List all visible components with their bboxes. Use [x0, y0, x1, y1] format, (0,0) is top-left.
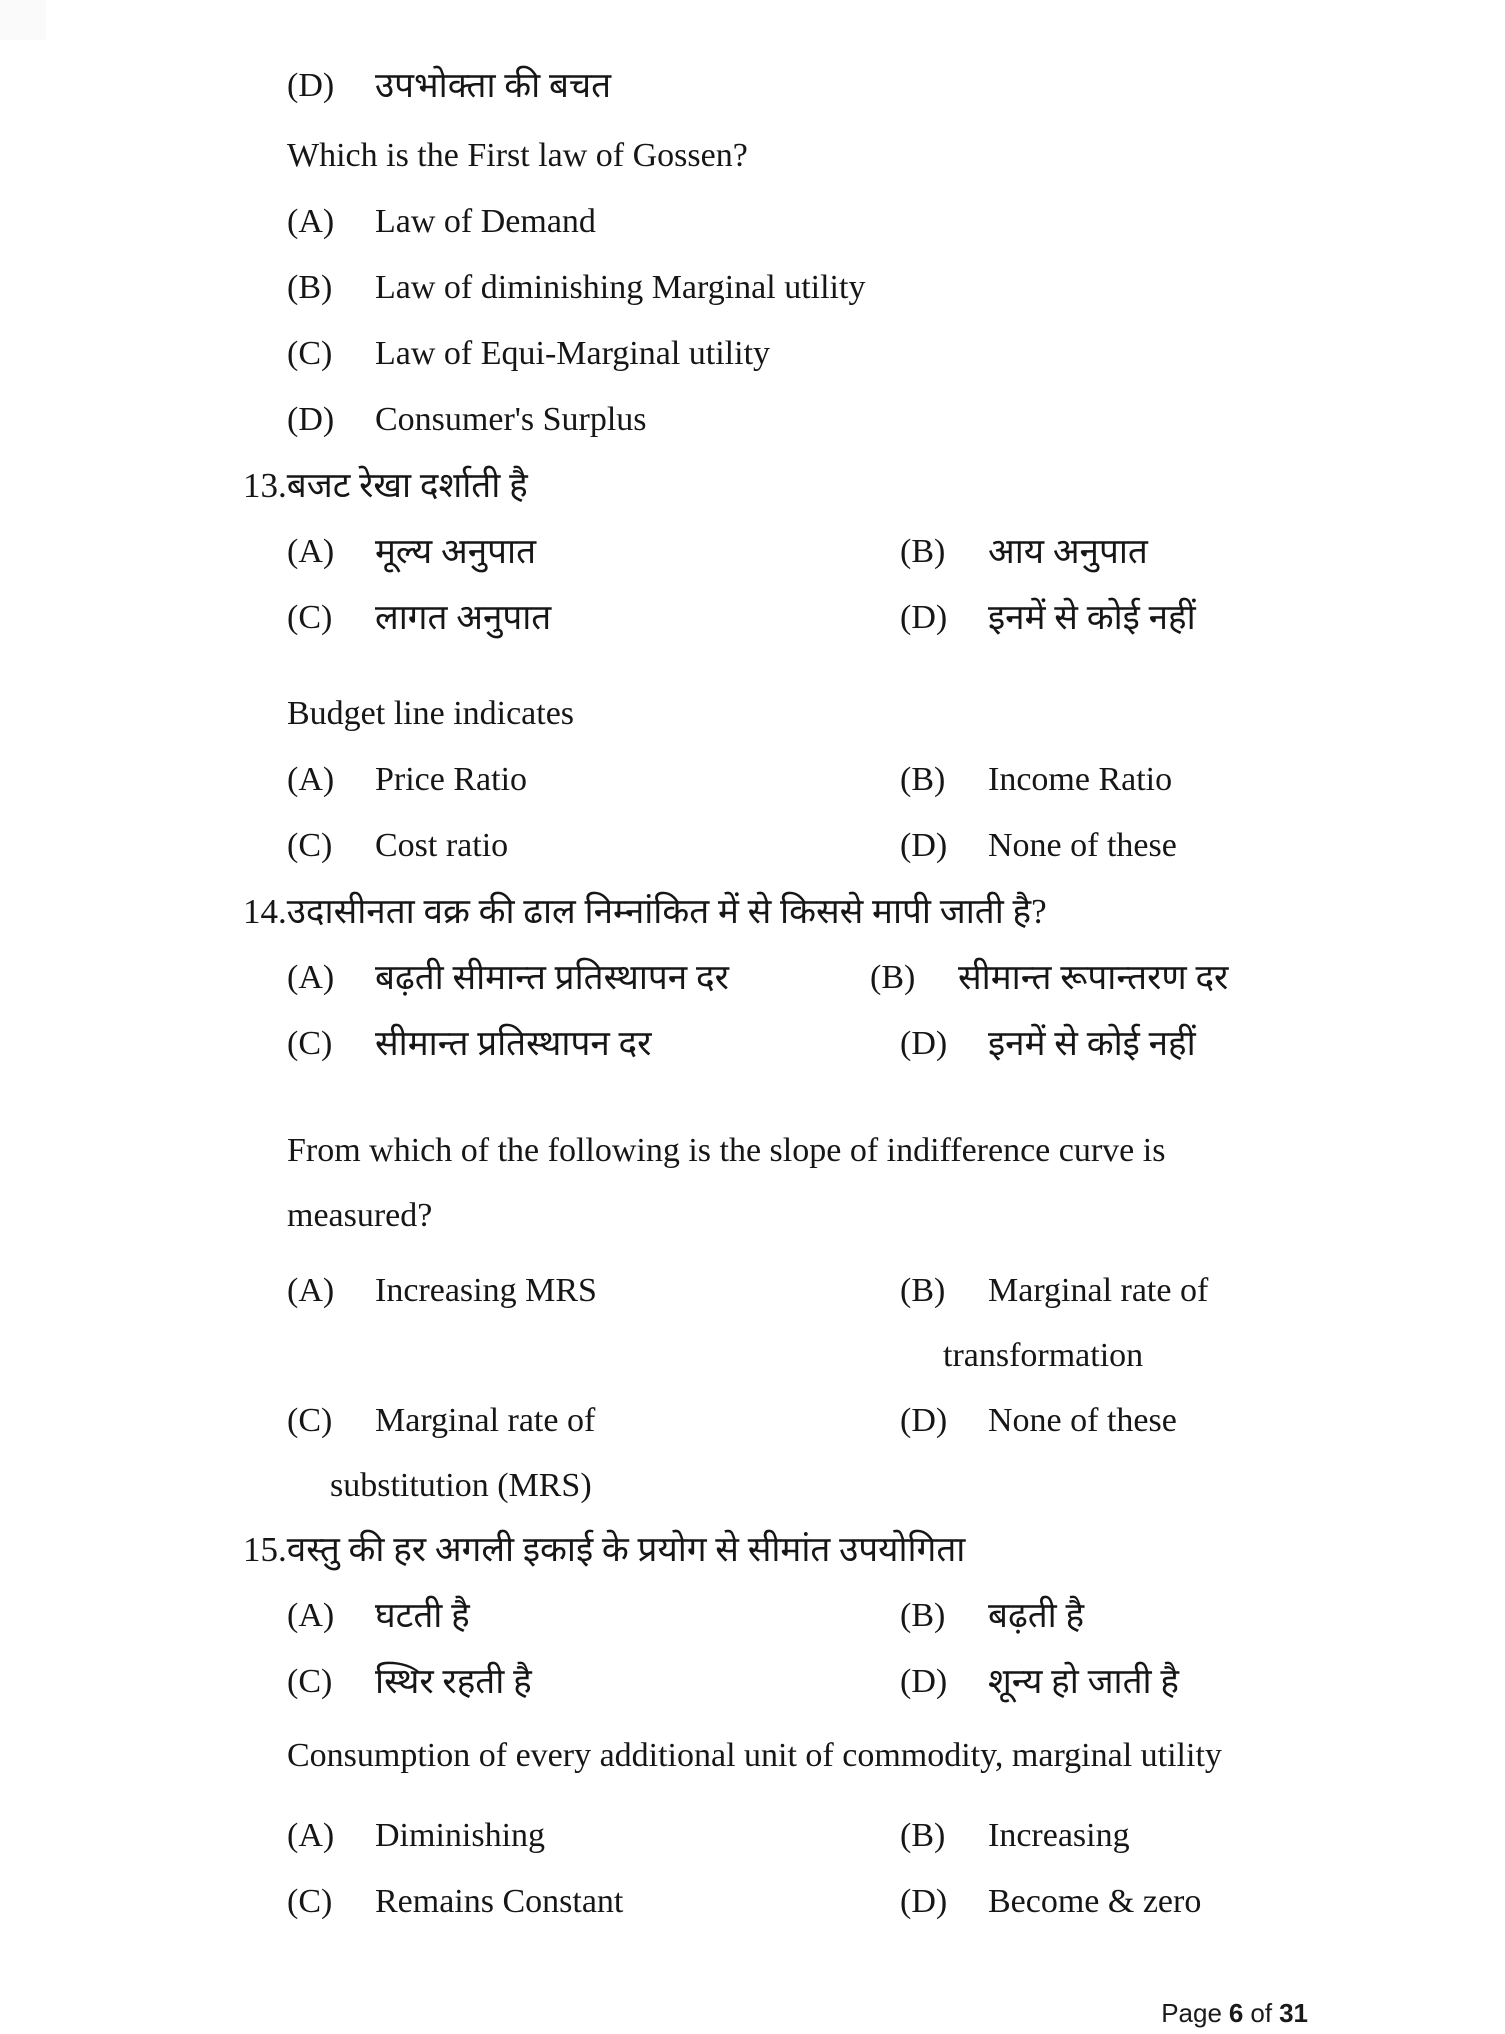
q13-english-question: Budget line indicates [287, 695, 575, 732]
q13-english-option-a [287, 758, 900, 802]
q13-english-options-row-2 [287, 824, 1385, 868]
option-text: स्थिर रहती है [375, 1662, 532, 1701]
option-text: सीमान्त रूपान्तरण दर [958, 958, 1229, 997]
q15-english-option-d [900, 1880, 1385, 1924]
q15-english-options-row-1 [287, 1814, 1385, 1858]
option-text: बढ़ती है [988, 1596, 1085, 1635]
option-label: (A) [287, 1817, 335, 1854]
q15-hindi-options-row-2 [287, 1660, 1385, 1704]
of-label: of [1250, 1998, 1273, 2028]
question-text: उदासीनता वक्र की ढाल निम्नांकित में से किससे मापी जाती है? [286, 892, 1047, 931]
q15-english-option-c [287, 1880, 900, 1924]
q14-hindi-option-c [287, 1022, 900, 1066]
option-label: (D) [900, 1025, 948, 1062]
option-label: (D) [287, 401, 335, 438]
q14-english-option-c [287, 1388, 900, 1518]
option-text: लागत अनुपात [375, 598, 552, 637]
option-text-line2: transformation [943, 1337, 1144, 1374]
option-text: Law of Equi-Marginal utility [375, 335, 771, 372]
option-label: (B) [900, 1597, 946, 1634]
q15-hindi-question [243, 1528, 1385, 1572]
option-text: Consumer's Surplus [375, 401, 647, 438]
option-text: सीमान्त प्रतिस्थापन दर [375, 1024, 652, 1063]
q15-hindi-option-c [287, 1660, 900, 1704]
q15-hindi-options-row-1 [287, 1594, 1385, 1638]
option-label: (B) [870, 959, 916, 996]
page-number: 6 [1228, 1998, 1244, 2028]
q15-english-question: Consumption of every additional unit of commodity, marginal utility [287, 1737, 1222, 1774]
option-text: घटती है [375, 1596, 470, 1635]
q14-hindi-options-row-1 [287, 956, 1385, 1000]
option-label: (C) [287, 827, 333, 864]
option-text: Cost ratio [375, 827, 509, 864]
question-text-line2: measured? [287, 1197, 433, 1234]
option-text-line2: substitution (MRS) [330, 1467, 592, 1504]
option-label: (D) [900, 827, 948, 864]
option-label: (D) [900, 599, 948, 636]
option-label: (B) [900, 1817, 946, 1854]
q12-english-question: Which is the First law of Gossen? [287, 137, 748, 174]
q13-hindi-option-d [900, 596, 1385, 640]
q13-hindi-option-c [287, 596, 900, 640]
option-text-line1: Marginal rate of [375, 1402, 596, 1439]
q15-english-options-row-2 [287, 1880, 1385, 1924]
q13-english-option-d [900, 824, 1385, 868]
q13-english-option-b [900, 758, 1385, 802]
option-label: (A) [287, 203, 335, 240]
q13-english-options-row-1 [287, 758, 1385, 802]
option-label: (B) [287, 269, 333, 306]
option-label: (B) [900, 533, 946, 570]
option-text: उपभोक्ता की बचत [375, 66, 612, 105]
option-text: मूल्य अनुपात [375, 532, 537, 571]
option-label: (D) [900, 1402, 948, 1439]
option-label: (C) [287, 599, 333, 636]
question-text-line1: From which of the following is the slope of indifference curve is [287, 1132, 1166, 1169]
q14-english-question [287, 1118, 1385, 1248]
option-text: बढ़ती सीमान्त प्रतिस्थापन दर [375, 958, 729, 997]
option-label: (D) [287, 67, 335, 104]
option-text [943, 1258, 1208, 1388]
option-text: इनमें से कोई नहीं [988, 1024, 1196, 1063]
q14-english-options-row-2 [287, 1388, 1385, 1518]
q15-hindi-option-d [900, 1660, 1385, 1704]
option-label: (C) [287, 335, 333, 372]
q14-hindi-question [243, 890, 1385, 934]
option-label: (C) [287, 1883, 333, 1920]
option-text: Diminishing [375, 1817, 546, 1854]
option-text: आय अनुपात [988, 532, 1148, 571]
option-label: (B) [900, 761, 946, 798]
option-text: शून्य हो जाती है [988, 1662, 1179, 1701]
q14-hindi-option-b [870, 956, 1385, 1000]
option-label: (A) [287, 1597, 335, 1634]
scan-artifact [0, 0, 46, 40]
option-label: (B) [900, 1272, 946, 1309]
option-text [330, 1388, 595, 1518]
option-text: इनमें से कोई नहीं [988, 598, 1196, 637]
option-label: (A) [287, 959, 335, 996]
option-label: (C) [287, 1025, 333, 1062]
option-label: (D) [900, 1663, 948, 1700]
option-text: Law of Demand [375, 203, 596, 240]
q13-hindi-option-a [287, 530, 900, 574]
option-text: None of these [988, 1402, 1177, 1439]
q13-english-option-c [287, 824, 900, 868]
page-footer [1161, 1996, 1308, 2030]
option-text: Become & zero [988, 1883, 1202, 1920]
page-label: Page [1161, 1998, 1222, 2028]
option-text: Increasing [988, 1817, 1130, 1854]
q13-hindi-question [243, 464, 1385, 508]
option-text-line1: Marginal rate of [988, 1272, 1209, 1309]
question-number: 15. [243, 1530, 287, 1569]
q15-hindi-option-a [287, 1594, 900, 1638]
option-label: (D) [900, 1883, 948, 1920]
total-pages: 31 [1279, 1998, 1308, 2028]
question-number: 14. [243, 892, 287, 931]
q13-hindi-options-row-2 [287, 596, 1385, 640]
q15-english-option-b [900, 1814, 1385, 1858]
option-label: (C) [287, 1663, 333, 1700]
q15-hindi-option-b [900, 1594, 1385, 1638]
q14-hindi-options-row-2 [287, 1022, 1385, 1066]
question-text: वस्तु की हर अगली इकाई के प्रयोग से सीमांत उपयोगिता [286, 1530, 966, 1569]
option-text: Law of diminishing Marginal utility [375, 269, 866, 306]
q12-option-b [287, 266, 1385, 310]
q14-english-option-b [900, 1258, 1385, 1388]
question-text: बजट रेखा दर्शाती है [286, 466, 528, 505]
q14-hindi-option-d [900, 1022, 1385, 1066]
q13-hindi-options-row-1 [287, 530, 1385, 574]
q14-hindi-option-a [287, 956, 870, 1000]
q14-english-options-row-1 [287, 1258, 1385, 1388]
q14-english-option-d [900, 1388, 1385, 1453]
q15-english-option-a [287, 1814, 900, 1858]
question-number: 13. [243, 466, 287, 505]
option-text: Remains Constant [375, 1883, 624, 1920]
option-text: Increasing MRS [375, 1272, 597, 1309]
option-label: (A) [287, 761, 335, 798]
option-text: None of these [988, 827, 1177, 864]
q12-option-c [287, 332, 1385, 376]
q12-option-d [287, 398, 1385, 442]
q12-hindi-option-d [287, 64, 1385, 108]
option-label: (C) [287, 1402, 333, 1439]
option-text: Income Ratio [988, 761, 1173, 798]
option-label: (A) [287, 1272, 335, 1309]
option-text: Price Ratio [375, 761, 528, 798]
q12-option-a [287, 200, 1385, 244]
q14-english-option-a [287, 1258, 900, 1323]
q13-hindi-option-b [900, 530, 1385, 574]
option-label: (A) [287, 533, 335, 570]
